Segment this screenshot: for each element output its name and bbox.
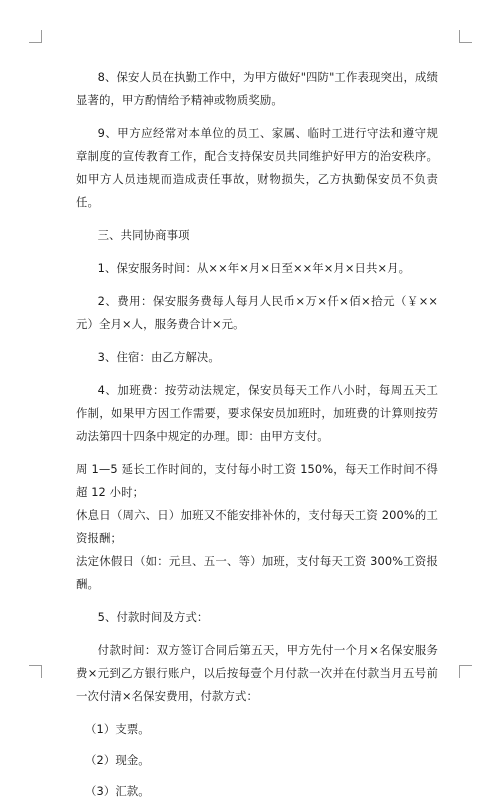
- payment-method-transfer: （3）汇款。: [85, 784, 150, 798]
- crop-mark-bottom-left: [29, 665, 42, 678]
- document-body: [76, 66, 438, 811]
- weekday-overtime-line: 周 1—5 延长工作时间的，支付每小时工资 150%，每天工作时间不得超 12 小时；: [76, 462, 438, 499]
- clause-8-paragraph: 8、保安人员在执勤工作中，为甲方做好"四防"工作表现突出，成绩显著的，甲方酌情给予精神或物质奖励。: [76, 70, 438, 107]
- service-time-paragraph: 1、保安服务时间：从××年×月×日至××年×月×日共×月。: [97, 261, 411, 275]
- payment-method-cheque: （1）支票。: [85, 722, 150, 736]
- crop-mark-top-right: [459, 30, 472, 43]
- payment-method-cash: （2）现金。: [85, 753, 150, 767]
- payment-time-paragraph: 付款时间：双方签订合同后第五天，甲方先付一个月×名保安服务费×元到乙方银行账户，以后按每壹个月付款一次并在付款当月五号前一次付清×名保安费用，付款方式：: [76, 643, 438, 703]
- fee-paragraph: 2、费用：保安服务费每人每月人民币×万×仟×佰×拾元（￥××元）全月×人，服务费合计×元。: [76, 294, 438, 331]
- overtime-paragraph: 4、加班费：按劳动法规定，保安员每天工作八小时，每周五天工作制，如果甲方因工作需要，要求保安员加班时，加班费的计算则按劳动法第四十四条中规定的办理。即：由甲方支付。: [76, 383, 438, 443]
- section-heading-joint-matters: 三、共同协商事项: [97, 228, 190, 242]
- holiday-overtime-line: 法定休假日（如：元旦、五一、等）加班，支付每天工资 300%工资报酬。: [76, 554, 438, 591]
- clause-9-paragraph: 9、甲方应经常对本单位的员工、家属、临时工进行守法和遵守规章制度的宣传教育工作，配合支持保安员共同维护好甲方的治安秩序。如甲方人员违规而造成责任事故，财物损失，乙方执勤保安员不负责任。: [76, 126, 438, 209]
- crop-mark-bottom-right: [459, 665, 472, 678]
- accommodation-paragraph: 3、住宿：由乙方解决。: [97, 350, 220, 364]
- crop-mark-top-left: [29, 30, 42, 43]
- restday-overtime-line: 休息日（周六、日）加班又不能安排补休的，支付每天工资 200%的工资报酬；: [76, 508, 438, 545]
- payment-heading: 5、付款时间及方式：: [97, 610, 209, 624]
